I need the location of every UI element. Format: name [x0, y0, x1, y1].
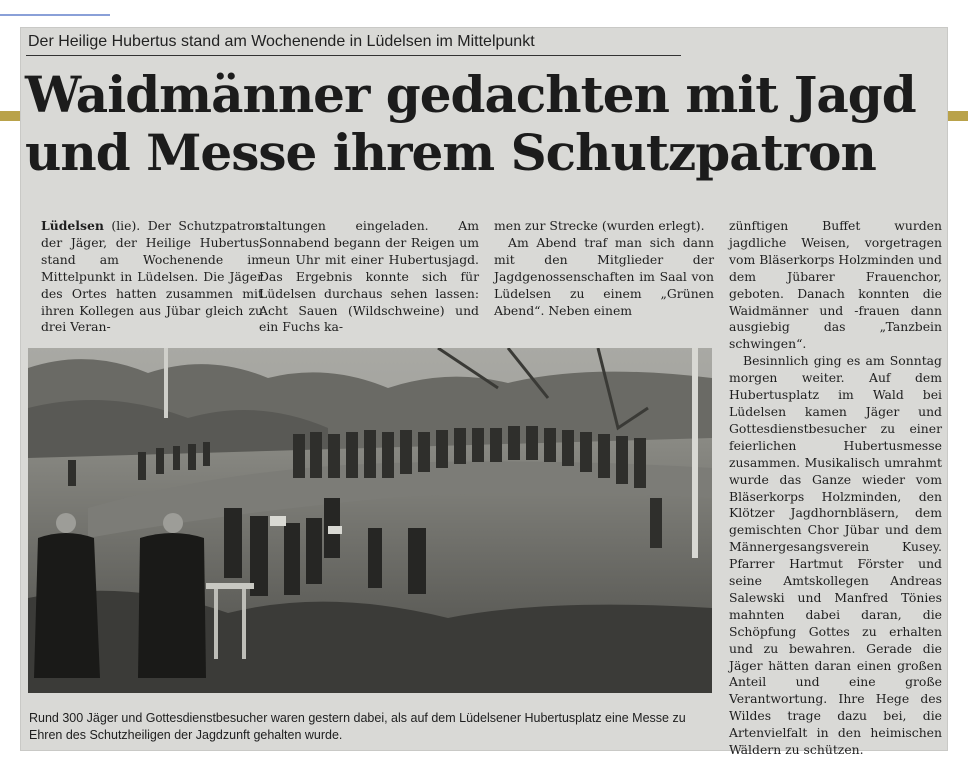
headline-line-1: Waidmänner gedachten mit Jagd — [25, 65, 916, 124]
column-3-paragraph: men zur Strecke (wurden erlegt). — [494, 218, 705, 233]
photo-caption: Rund 300 Jäger und Gottesdienstbesucher waren gestern dabei, als auf dem Lüdelsener Hubertusplatz eine Messe zu Ehren des Schutzheiligen der Jagdzunft gehalten wurde. — [29, 711, 686, 742]
page-accent-bar-right — [946, 111, 968, 121]
article-column-2 — [259, 218, 479, 336]
column-4-paragraph: zünftigen Buffet wurden jagdliche Weisen, vorgetragen vom Bläserkorps Holzminden und dem Jübarer Frauenchor, geboten. Danach konnten die Waidmänner und -frauen dann ausgiebig das „Tanzbein schwingen“. — [729, 218, 942, 352]
column-4-paragraph: Besinnlich ging es am Sonntag morgen weiter. Auf dem Hubertusplatz im Wald bei Lüdelsen kamen Jäger und Gottesdienstbesucher zu einer feierlichen Hubertusmesse zusammen. Musikalisch umrahmt wurde das Ganze wieder vom Bläserkorps Holzminden, den Klötzer Jagdhornbläsern, dem gemischten Chor Jübar und dem Männergesangsverein Kusey. Pfarrer Hartmut Förster und seine Amtskollegen Andreas Salewski und Manfred Tönies mahnten dabei daran, die Schöpfung Gottes zu erhalten und zu bewahren. Gerade die Jäger hätten daran einen großen Anteil und eine große Verantwortung. Ihre Hege des Wildes trage dazu bei, die Artenvielfalt in den heimischen Wäldern zu schützen. — [729, 353, 942, 758]
article-column-4 — [729, 218, 942, 759]
headline-line-2: und Messe ihrem Schutzpatron — [25, 123, 876, 182]
column-2-text: staltungen eingeladen. Am Sonnabend begann der Reigen um neun Uhr mit einer Hubertusjagd. Das Ergebnis konnte sich für Lüdelsen durchaus sehen lassen: Acht Sauen (Wildschweine) und ein Fuchs ka- — [259, 218, 479, 335]
photo-illustration — [28, 348, 712, 693]
hubertus-mass-photo — [28, 348, 712, 693]
kicker-underline — [26, 55, 681, 56]
newspaper-clipping — [21, 28, 947, 758]
column-1-text: (lie). Der Schutzpatron der Jäger, der Heilige Hubertus, stand am Wochenende im Mittelpunkt in Lüdelsen. Die Jäger des Ortes hatten zusammen mit ihren Kollegen aus Jübar gleich zu drei Veran- — [41, 218, 263, 335]
column-3-paragraph: Am Abend traf man sich dann mit den Mitglieder der Jagdgenossenschaften im Saal von Lüdelsen zu einem „Grünen Abend“. Neben einem — [494, 234, 714, 318]
article-column-1 — [41, 218, 263, 336]
page-accent-bar-left — [0, 111, 22, 121]
clipping-source-strip — [0, 0, 110, 16]
article-headline — [25, 66, 916, 182]
article-column-3 — [494, 218, 714, 319]
article-kicker: Der Heilige Hubertus stand am Wochenende in Lüdelsen im Mittelpunkt — [28, 33, 535, 50]
dateline-place: Lüdelsen — [41, 218, 104, 233]
